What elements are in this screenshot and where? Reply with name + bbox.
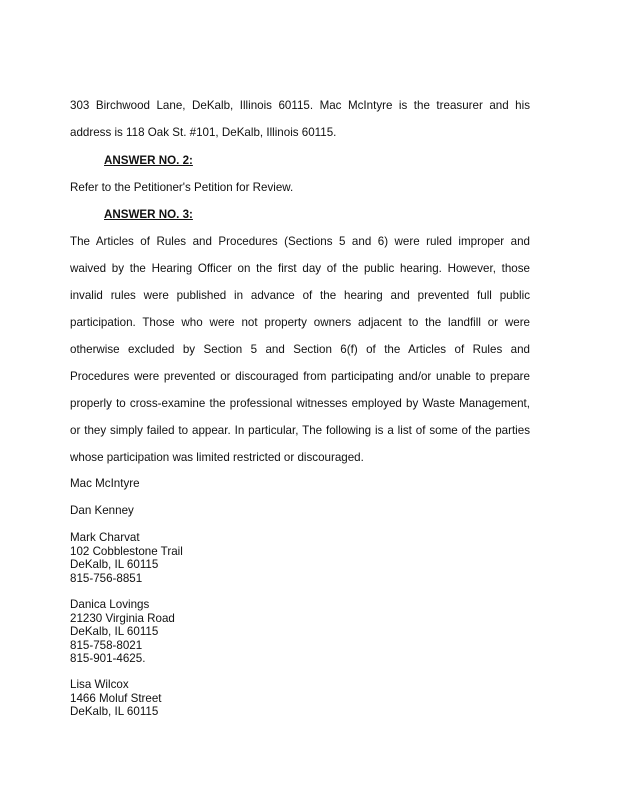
answer-3-line: waived by the Hearing Officer on the first day of the public hearing. However, those bbox=[70, 262, 530, 275]
party-phone: 815-901-4625. bbox=[70, 652, 146, 665]
party-city: DeKalb, IL 60115 bbox=[70, 558, 159, 571]
answer-3-line: or they simply failed to appear. In particular, The following is a list of some of the parties bbox=[70, 424, 530, 437]
party-phone: 815-756-8851 bbox=[70, 571, 143, 585]
party-name: Lisa Wilcox bbox=[70, 678, 129, 691]
party-entry bbox=[70, 531, 183, 585]
answer-3-line: properly to cross-examine the professional witnesses employed by Waste Management, bbox=[70, 397, 530, 410]
paragraph-line: 303 Birchwood Lane, DeKalb, Illinois 60115. Mac McIntyre is the treasurer and his bbox=[70, 99, 530, 112]
party-phone: 815-758-8021 bbox=[70, 638, 143, 652]
party-name: Dan Kenney bbox=[70, 504, 134, 517]
party-city: DeKalb, IL 60115 bbox=[70, 625, 159, 638]
answer-3-line: invalid rules were published in advance of the hearing and prevented full public bbox=[70, 289, 530, 302]
answer-3-line: otherwise excluded by Section 5 and Section 6(f) of the Articles of Rules and bbox=[70, 343, 530, 356]
answer-3-line: The Articles of Rules and Procedures (Sections 5 and 6) were ruled improper and bbox=[70, 235, 530, 248]
answer-3-line: Procedures were prevented or discouraged from participating and/or unable to prepare bbox=[70, 370, 530, 383]
answer-3-line: whose participation was limited restricted or discouraged. bbox=[70, 451, 364, 464]
answer-3-heading: ANSWER NO. 3: bbox=[104, 208, 193, 221]
party-name: Mark Charvat bbox=[70, 531, 140, 544]
party-address: 102 Cobblestone Trail bbox=[70, 544, 183, 558]
party-city: DeKalb, IL 60115 bbox=[70, 705, 159, 718]
paragraph-line: address is 118 Oak St. #101, DeKalb, Illinois 60115. bbox=[70, 126, 337, 139]
party-address: 21230 Virginia Road bbox=[70, 611, 175, 625]
party-name: Danica Lovings bbox=[70, 598, 150, 611]
party-address: 1466 Moluf Street bbox=[70, 691, 162, 705]
party-entry bbox=[70, 598, 175, 666]
party-name: Mac McIntyre bbox=[70, 477, 140, 490]
party-entry bbox=[70, 678, 162, 719]
answer-3-line: participation. Those who were not property owners adjacent to the landfill or were bbox=[70, 316, 530, 329]
answer-2-text: Refer to the Petitioner's Petition for Review. bbox=[70, 181, 294, 194]
answer-2-heading: ANSWER NO. 2: bbox=[104, 154, 193, 167]
